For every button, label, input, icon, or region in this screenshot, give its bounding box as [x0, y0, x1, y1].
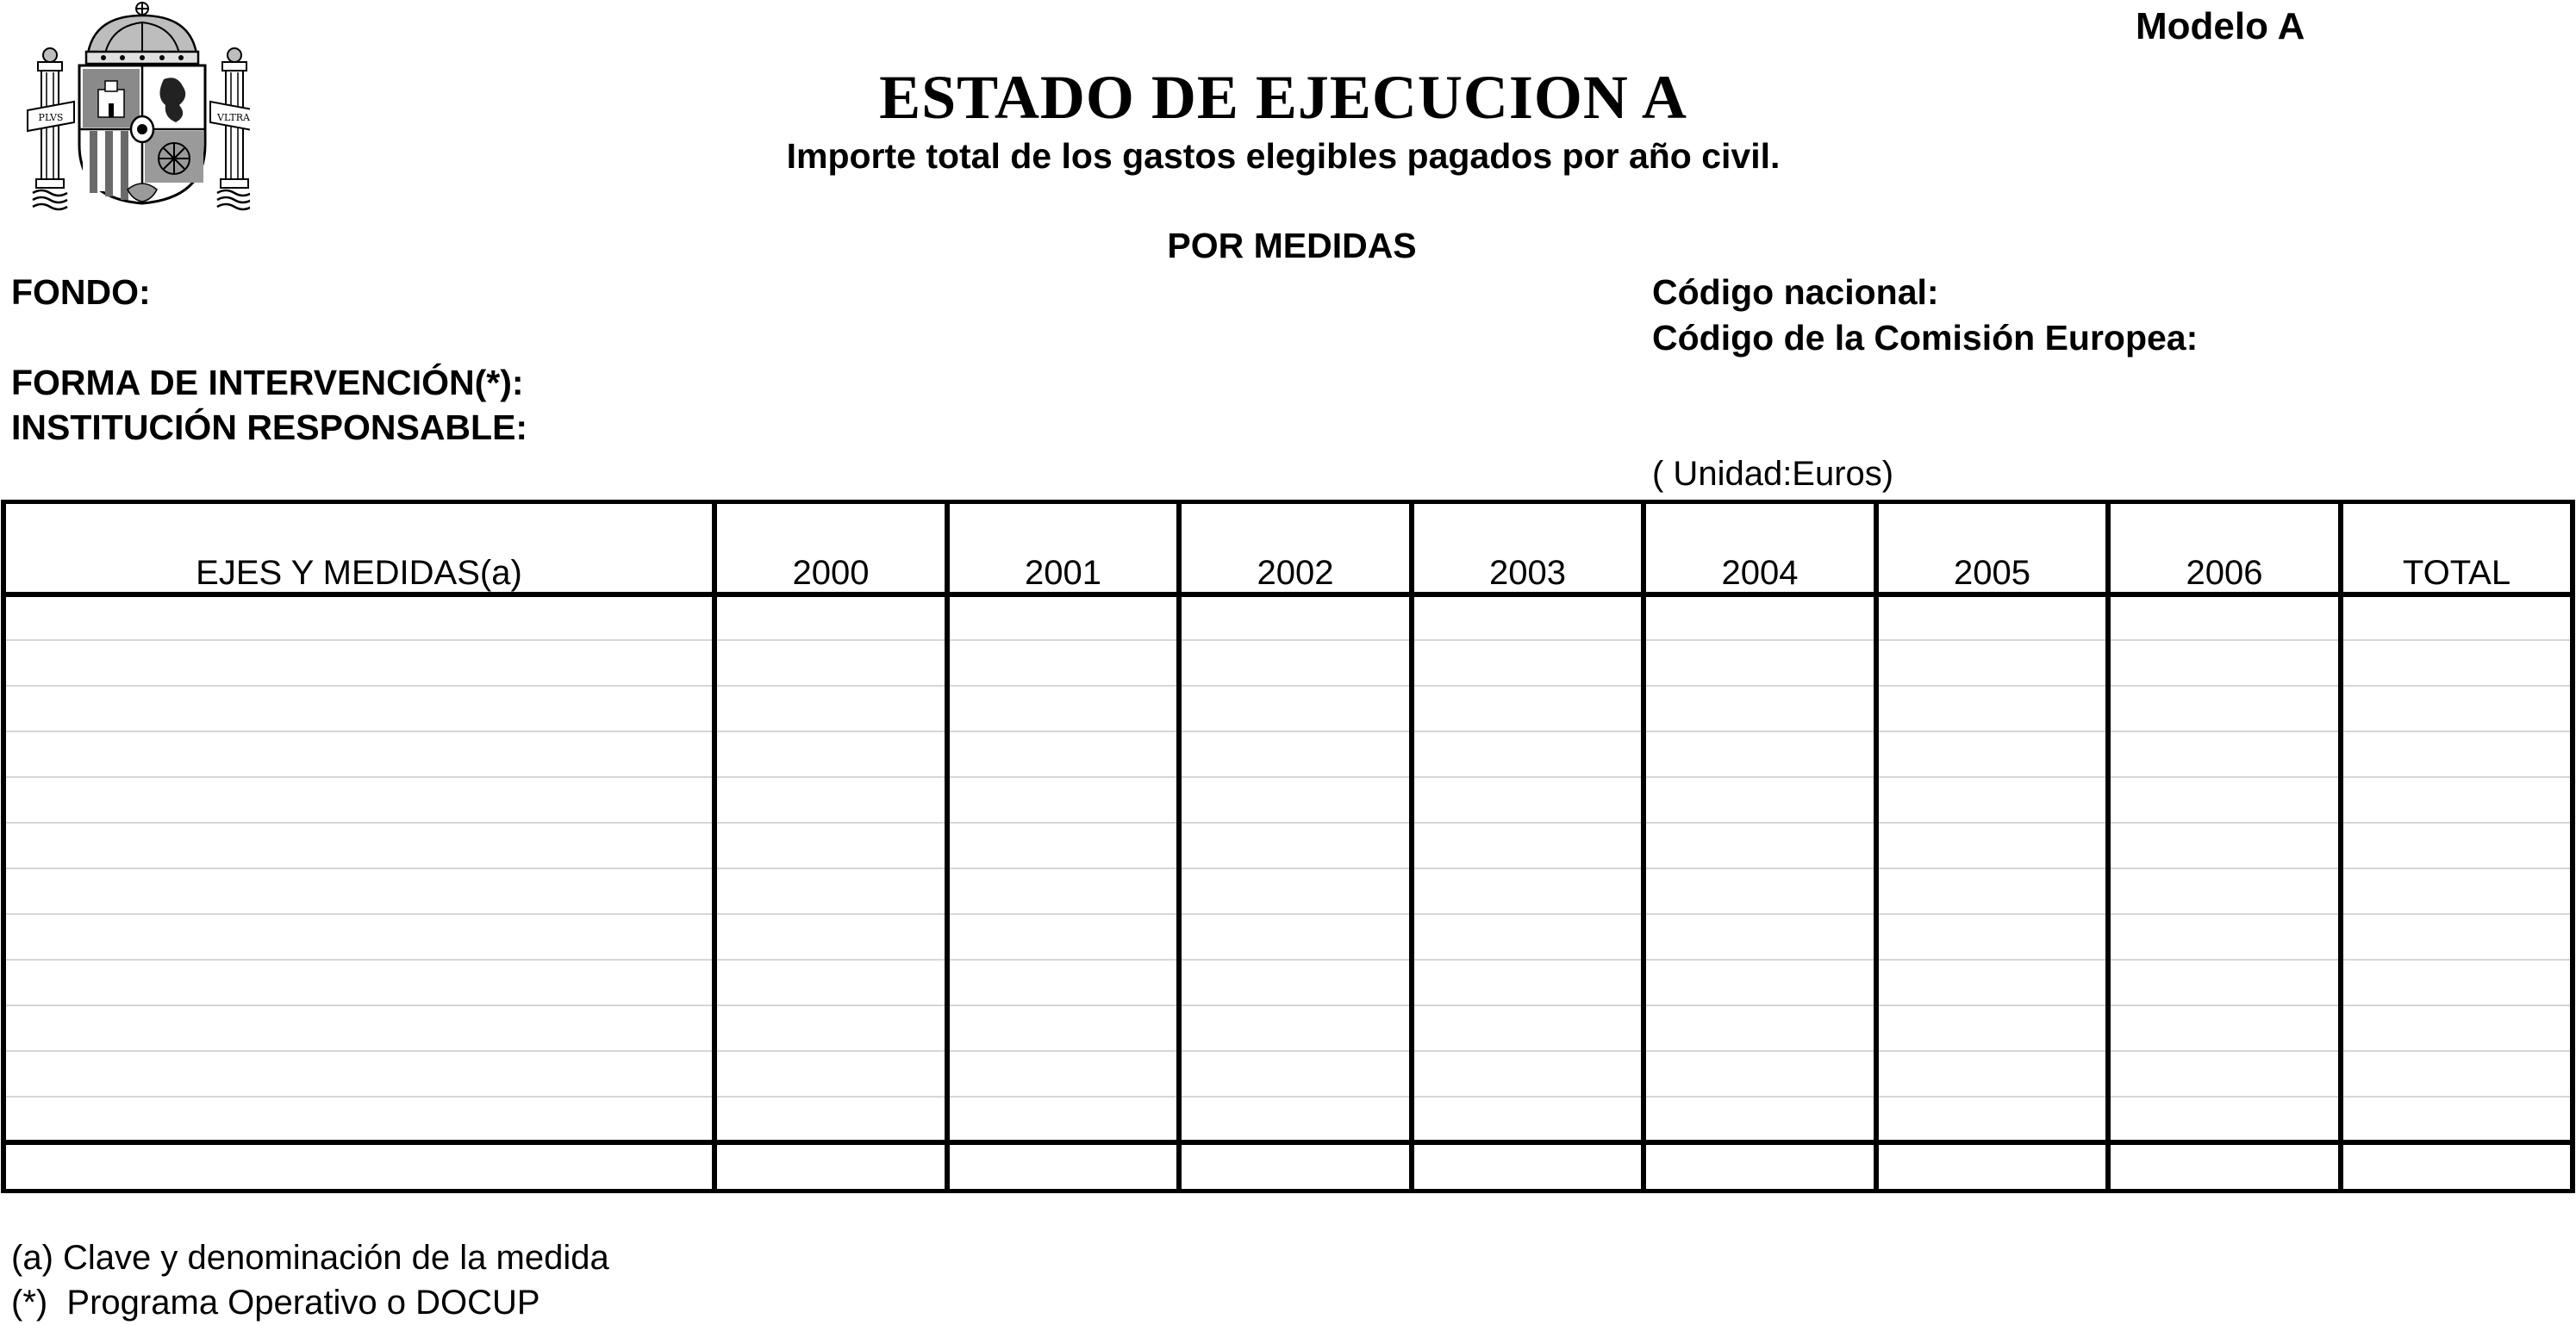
motto-right: VLTRA — [217, 112, 250, 123]
header-2000: 2000 — [792, 554, 870, 592]
section-heading: POR MEDIDAS — [1167, 226, 1417, 265]
crown-icon — [86, 2, 198, 64]
page-subtitle: Importe total de los gastos elegibles pagados por año civil. — [786, 136, 1781, 176]
footnote-star: (*) Programa Operativo o DOCUP — [11, 1284, 540, 1322]
institucion-label: INSTITUCIÓN RESPONSABLE: — [11, 407, 528, 447]
fondo-label: FONDO: — [11, 272, 151, 312]
execution-table — [0, 500, 2576, 1193]
page-title: ESTADO DE EJECUCION A — [879, 63, 1687, 132]
motto-left: PLVS — [38, 112, 64, 123]
codigo-comision-label: Código de la Comisión Europea: — [1652, 318, 2199, 358]
header-total: TOTAL — [2402, 554, 2511, 592]
header-2003: 2003 — [1489, 554, 1566, 592]
header-ejes-medidas: EJES Y MEDIDAS(a) — [196, 554, 522, 592]
header-2001: 2001 — [1025, 554, 1101, 592]
codigo-nacional-label: Código nacional: — [1652, 272, 1939, 312]
forma-intervencion-label: FORMA DE INTERVENCIÓN(*): — [11, 363, 524, 402]
unit-label: ( Unidad:Euros) — [1652, 455, 1894, 493]
header-2002: 2002 — [1257, 554, 1334, 592]
model-label: Modelo A — [2136, 5, 2305, 47]
header-2005: 2005 — [1954, 554, 2030, 592]
footnote-a: (a) Clave y denominación de la medida — [11, 1239, 609, 1277]
header-2004: 2004 — [1721, 554, 1799, 592]
header-2006: 2006 — [2186, 554, 2263, 592]
table-grid — [0, 500, 2576, 1193]
